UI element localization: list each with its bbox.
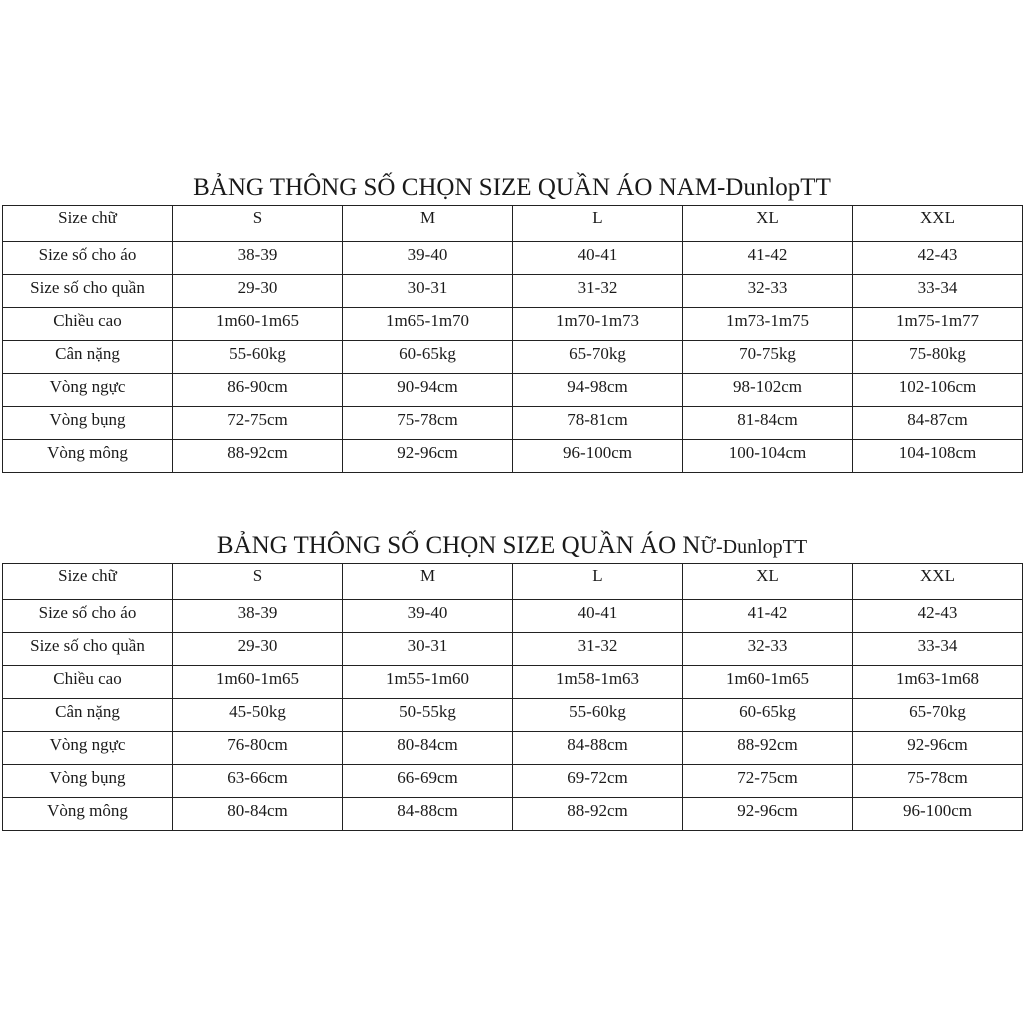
- row-label-cell: Cân nặng: [3, 341, 173, 374]
- table-cell: 38-39: [173, 600, 343, 633]
- table-cell: 41-42: [683, 600, 853, 633]
- table-cell: 40-41: [513, 600, 683, 633]
- table-row: [3, 600, 1023, 633]
- row-label-cell: Size chữ: [3, 206, 173, 242]
- table-cell: 84-88cm: [343, 798, 513, 831]
- size-header-cell: L: [513, 206, 683, 242]
- table-cell: 92-96cm: [853, 732, 1023, 765]
- table-cell: 96-100cm: [853, 798, 1023, 831]
- women-header-row: [3, 564, 1023, 600]
- table-cell: 70-75kg: [683, 341, 853, 374]
- table-cell: 65-70kg: [853, 699, 1023, 732]
- table-cell: 66-69cm: [343, 765, 513, 798]
- women-title-text: BẢNG THÔNG SỐ CHỌN SIZE QUẦN ÁO N: [216, 532, 701, 559]
- table-cell: 1m55-1m60: [343, 666, 513, 699]
- table-cell: 29-30: [173, 275, 343, 308]
- table-cell: 1m73-1m75: [683, 308, 853, 341]
- size-header-cell: S: [173, 564, 343, 600]
- table-row: [3, 242, 1023, 275]
- row-label-cell: Vòng ngực: [3, 732, 173, 765]
- table-row: [3, 407, 1023, 440]
- table-cell: 38-39: [173, 242, 343, 275]
- row-label-cell: Vòng bụng: [3, 765, 173, 798]
- table-cell: 45-50kg: [173, 699, 343, 732]
- table-row: [3, 765, 1023, 798]
- table-cell: 72-75cm: [683, 765, 853, 798]
- table-cell: 75-78cm: [343, 407, 513, 440]
- table-cell: 39-40: [343, 600, 513, 633]
- row-label-cell: Vòng bụng: [3, 407, 173, 440]
- row-label-cell: Cân nặng: [3, 699, 173, 732]
- row-label-cell: Vòng mông: [3, 440, 173, 473]
- table-cell: 1m58-1m63: [513, 666, 683, 699]
- size-header-cell: M: [343, 206, 513, 242]
- row-label-cell: Size số cho áo: [3, 242, 173, 275]
- table-cell: 86-90cm: [173, 374, 343, 407]
- row-label-cell: Vòng ngực: [3, 374, 173, 407]
- size-header-cell: XXL: [853, 564, 1023, 600]
- table-cell: 31-32: [513, 275, 683, 308]
- table-cell: 30-31: [343, 633, 513, 666]
- table-cell: 100-104cm: [683, 440, 853, 473]
- table-cell: 55-60kg: [513, 699, 683, 732]
- table-cell: 42-43: [853, 242, 1023, 275]
- table-cell: 92-96cm: [683, 798, 853, 831]
- table-row: [3, 633, 1023, 666]
- men-size-table-title: [0, 173, 1024, 203]
- women-title-suffix: Ữ-DunlopTT: [700, 536, 808, 558]
- table-cell: 1m60-1m65: [683, 666, 853, 699]
- table-cell: 55-60kg: [173, 341, 343, 374]
- table-cell: 39-40: [343, 242, 513, 275]
- size-header-cell: M: [343, 564, 513, 600]
- table-cell: 60-65kg: [343, 341, 513, 374]
- table-cell: 33-34: [853, 275, 1023, 308]
- table-cell: 41-42: [683, 242, 853, 275]
- table-cell: 1m63-1m68: [853, 666, 1023, 699]
- table-cell: 76-80cm: [173, 732, 343, 765]
- row-label-cell: Size chữ: [3, 564, 173, 600]
- table-row: [3, 798, 1023, 831]
- table-cell: 1m70-1m73: [513, 308, 683, 341]
- size-header-cell: XL: [683, 206, 853, 242]
- table-cell: 50-55kg: [343, 699, 513, 732]
- row-label-cell: Size số cho quần: [3, 633, 173, 666]
- table-cell: 88-92cm: [173, 440, 343, 473]
- table-cell: 40-41: [513, 242, 683, 275]
- table-cell: 81-84cm: [683, 407, 853, 440]
- table-cell: 75-80kg: [853, 341, 1023, 374]
- table-row: [3, 374, 1023, 407]
- table-cell: 80-84cm: [343, 732, 513, 765]
- table-cell: 96-100cm: [513, 440, 683, 473]
- table-cell: 1m60-1m65: [173, 308, 343, 341]
- table-row: [3, 275, 1023, 308]
- men-size-table: [2, 205, 1023, 473]
- row-label-cell: Vòng mông: [3, 798, 173, 831]
- men-title-text: BẢNG THÔNG SỐ CHỌN SIZE QUẦN ÁO NAM-DunlopTT: [193, 174, 831, 201]
- table-row: [3, 666, 1023, 699]
- table-cell: 60-65kg: [683, 699, 853, 732]
- size-header-cell: S: [173, 206, 343, 242]
- table-cell: 84-88cm: [513, 732, 683, 765]
- table-row: [3, 308, 1023, 341]
- women-size-table-title: [0, 531, 1024, 562]
- table-cell: 65-70kg: [513, 341, 683, 374]
- women-size-table: [2, 563, 1023, 831]
- table-cell: 104-108cm: [853, 440, 1023, 473]
- table-cell: 63-66cm: [173, 765, 343, 798]
- size-header-cell: L: [513, 564, 683, 600]
- size-header-cell: XXL: [853, 206, 1023, 242]
- table-cell: 31-32: [513, 633, 683, 666]
- table-cell: 88-92cm: [513, 798, 683, 831]
- table-cell: 94-98cm: [513, 374, 683, 407]
- table-cell: 78-81cm: [513, 407, 683, 440]
- size-header-cell: XL: [683, 564, 853, 600]
- table-cell: 98-102cm: [683, 374, 853, 407]
- row-label-cell: Size số cho áo: [3, 600, 173, 633]
- table-cell: 42-43: [853, 600, 1023, 633]
- table-cell: 102-106cm: [853, 374, 1023, 407]
- table-cell: 92-96cm: [343, 440, 513, 473]
- table-cell: 1m60-1m65: [173, 666, 343, 699]
- table-cell: 69-72cm: [513, 765, 683, 798]
- row-label-cell: Chiều cao: [3, 666, 173, 699]
- table-row: [3, 341, 1023, 374]
- table-cell: 88-92cm: [683, 732, 853, 765]
- table-cell: 90-94cm: [343, 374, 513, 407]
- table-cell: 32-33: [683, 275, 853, 308]
- table-cell: 30-31: [343, 275, 513, 308]
- table-cell: 75-78cm: [853, 765, 1023, 798]
- table-cell: 29-30: [173, 633, 343, 666]
- table-cell: 32-33: [683, 633, 853, 666]
- row-label-cell: Size số cho quần: [3, 275, 173, 308]
- table-cell: 33-34: [853, 633, 1023, 666]
- table-row: [3, 440, 1023, 473]
- table-row: [3, 699, 1023, 732]
- men-header-row: [3, 206, 1023, 242]
- row-label-cell: Chiều cao: [3, 308, 173, 341]
- table-cell: 72-75cm: [173, 407, 343, 440]
- table-cell: 1m75-1m77: [853, 308, 1023, 341]
- table-cell: 84-87cm: [853, 407, 1023, 440]
- table-cell: 80-84cm: [173, 798, 343, 831]
- table-cell: 1m65-1m70: [343, 308, 513, 341]
- table-row: [3, 732, 1023, 765]
